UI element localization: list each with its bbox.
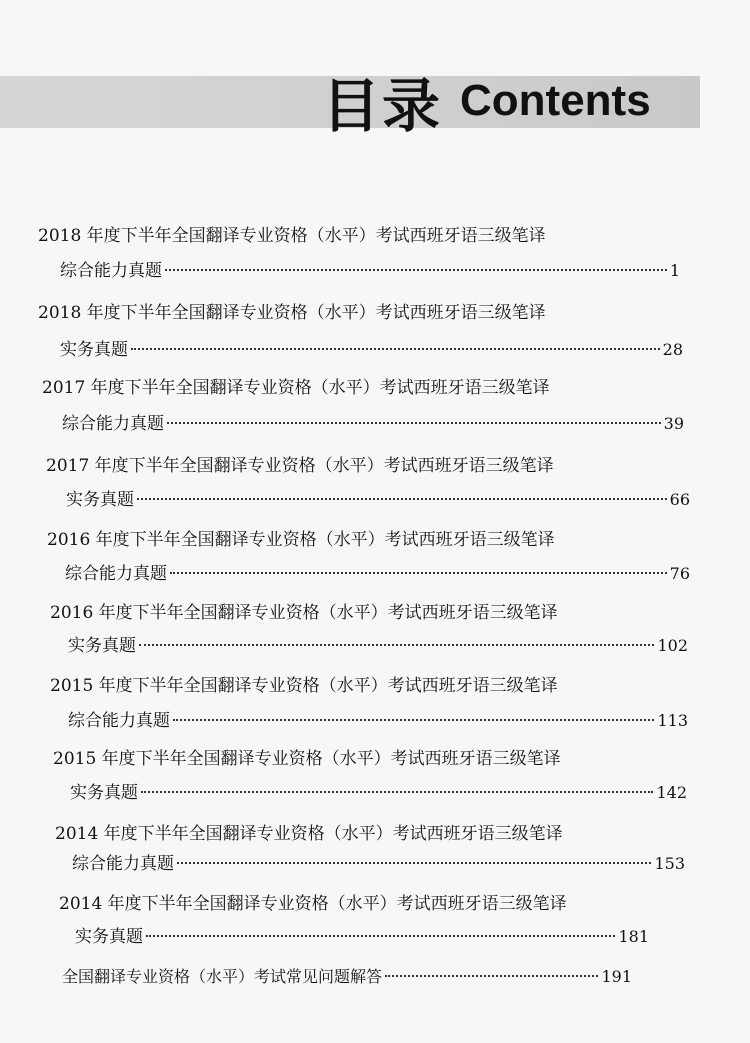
- toc-entry-title: 2018 年度下半年全国翻译专业资格（水平）考试西班牙语三级笔译: [38, 303, 546, 323]
- page-number: 76: [669, 564, 690, 583]
- toc-entry-sub: [65, 564, 690, 584]
- dot-leader: [167, 422, 661, 424]
- toc-entry-title: 2015 年度下半年全国翻译专业资格（水平）考试西班牙语三级笔译: [50, 676, 558, 696]
- page-number: 191: [601, 967, 632, 986]
- toc-entry-title: 2015 年度下半年全国翻译专业资格（水平）考试西班牙语三级笔译: [53, 749, 561, 769]
- toc-entry-sub: [60, 261, 680, 281]
- toc-entry-subtitle: 综合能力真题: [62, 414, 164, 434]
- page-number: 1: [669, 261, 680, 280]
- toc-entry-subtitle: 实务真题: [70, 783, 138, 803]
- toc-entry-sub: [72, 854, 685, 874]
- toc-entry-subtitle: 综合能力真题: [65, 564, 167, 584]
- title-en: Contents: [460, 76, 651, 125]
- dot-leader: [139, 644, 654, 646]
- toc-entry-subtitle: 实务真题: [66, 490, 134, 510]
- toc-entry-sub: [68, 636, 688, 656]
- page-number: 28: [662, 340, 683, 359]
- page-number: 39: [663, 414, 684, 433]
- toc-entry-title: 2017 年度下半年全国翻译专业资格（水平）考试西班牙语三级笔译: [42, 378, 550, 398]
- dot-leader: [131, 348, 660, 350]
- dot-leader: [165, 269, 667, 271]
- page-number: 66: [669, 490, 690, 509]
- toc-entry-title: 全国翻译专业资格（水平）考试常见问题解答: [62, 967, 383, 986]
- page-number: 153: [654, 854, 685, 873]
- toc-entry-sub: [68, 711, 688, 731]
- toc-entry-faq[interactable]: [62, 964, 632, 987]
- toc-entry-title: 2018 年度下半年全国翻译专业资格（水平）考试西班牙语三级笔译: [38, 226, 546, 246]
- toc-entry-title: 2016 年度下半年全国翻译专业资格（水平）考试西班牙语三级笔译: [47, 530, 555, 550]
- toc-entry-title: 2014 年度下半年全国翻译专业资格（水平）考试西班牙语三级笔译: [59, 894, 567, 914]
- toc-entry-subtitle: 实务真题: [68, 636, 136, 656]
- toc-entry-subtitle: 综合能力真题: [72, 854, 174, 874]
- dot-leader: [146, 935, 615, 937]
- toc-entry-title: 2014 年度下半年全国翻译专业资格（水平）考试西班牙语三级笔译: [55, 824, 563, 844]
- dot-leader: [141, 791, 653, 793]
- toc-entry-subtitle: 实务真题: [75, 927, 143, 947]
- dot-leader: [177, 862, 651, 864]
- toc-entry-sub: [62, 414, 684, 434]
- toc-entry-subtitle: 综合能力真题: [68, 711, 170, 731]
- toc-entry-subtitle: 实务真题: [60, 340, 128, 360]
- page-number: 102: [657, 636, 688, 655]
- toc-entry-title: 2016 年度下半年全国翻译专业资格（水平）考试西班牙语三级笔译: [50, 603, 558, 623]
- dot-leader: [137, 498, 667, 500]
- toc-entry-sub: [66, 490, 690, 510]
- toc-entry-subtitle: 综合能力真题: [60, 261, 162, 281]
- title-zh: 目录: [322, 72, 443, 140]
- toc-entry-sub: [75, 927, 649, 947]
- toc-entry-sub: [60, 340, 683, 360]
- page-number: 113: [657, 711, 688, 730]
- page-number: 181: [618, 927, 649, 946]
- page-title: [322, 66, 651, 140]
- toc-entry-sub: [70, 783, 687, 803]
- page-number: 142: [656, 783, 687, 802]
- dot-leader: [385, 975, 598, 977]
- toc-entry-title: 2017 年度下半年全国翻译专业资格（水平）考试西班牙语三级笔译: [46, 456, 554, 476]
- dot-leader: [173, 719, 654, 721]
- dot-leader: [170, 572, 667, 574]
